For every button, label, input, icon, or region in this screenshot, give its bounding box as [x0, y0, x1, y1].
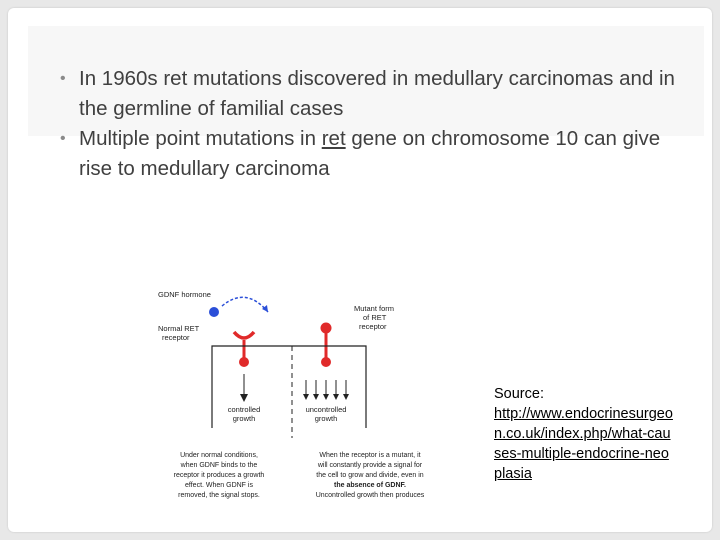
svg-text:Uncontrolled growth then produ: Uncontrolled growth then produces: [315, 492, 425, 499]
uncontrolled-growth-label: uncontrolled: [305, 405, 347, 414]
ret-receptor-diagram: [154, 288, 444, 510]
svg-text:the absence of GDNF.: the absence of GDNF.: [334, 482, 406, 489]
bullet-text: In 1960s ret mutations discovered in medullary carcinomas and in the germline of familial cases: [79, 67, 675, 120]
bullet-list: [56, 64, 696, 184]
bullet-item: [56, 124, 696, 184]
svg-text:the cell to grow and divide, e: the cell to grow and divide, even in: [316, 472, 424, 479]
normal-receptor-knob-icon: [239, 357, 249, 367]
uncontrolled-growth-label-line2: growth: [314, 414, 338, 423]
controlled-arrowhead-icon: [240, 394, 248, 402]
normal-ret-label: Normal RET: [158, 324, 200, 333]
gdnf-hormone-icon: [209, 307, 219, 317]
mutant-label: Mutant form: [354, 304, 395, 313]
binding-arrow-icon: [222, 297, 268, 312]
mutant-label-line3: receptor: [359, 322, 387, 331]
bullet-dot-icon: •: [60, 130, 66, 147]
svg-text:Under normal conditions,: Under normal conditions,: [180, 452, 258, 459]
svg-text:receptor it produces a growth: receptor it produces a growth: [173, 472, 265, 479]
bullet-text: Multiple point mutations in: [79, 127, 322, 150]
normal-ret-label-line2: receptor: [162, 333, 190, 342]
svg-text:When the receptor is a mutant,: When the receptor is a mutant, it: [319, 452, 421, 459]
bullet-dot-icon: •: [60, 70, 66, 87]
slide: [8, 8, 712, 532]
source-link[interactable]: http://www.endocrinesurgeon.co.uk/index.php/what-causes-multiple-endocrine-neoplasia: [494, 406, 673, 482]
svg-text:effect. When GDNF is: effect. When GDNF is: [185, 482, 253, 489]
uncontrolled-arrows-icon: [303, 380, 349, 400]
source-label: Source:: [494, 386, 544, 402]
right-caption: [316, 452, 425, 499]
gdnf-label: GDNF hormone: [158, 290, 211, 299]
bullet-text: gene on chromosome 10 can give rise to medullary carcinoma: [79, 127, 661, 180]
controlled-growth-label-line2: growth: [232, 414, 256, 423]
mutant-label-line2: of RET: [363, 313, 387, 322]
svg-text:removed, the signal stops.: removed, the signal stops.: [178, 492, 260, 499]
mutant-receptor-knob-icon: [321, 357, 331, 367]
left-caption: [174, 452, 265, 499]
normal-receptor-cup-icon: [234, 332, 254, 338]
bullet-underlined-term: ret: [321, 127, 346, 150]
mutant-receptor-head-icon: [321, 323, 332, 334]
controlled-growth-label: controlled: [227, 405, 261, 414]
bullet-item: [56, 64, 696, 124]
svg-text:will constantly provide a sign: will constantly provide a signal for: [317, 462, 423, 469]
source-citation: [494, 384, 674, 484]
svg-text:when GDNF binds to the: when GDNF binds to the: [180, 462, 258, 469]
